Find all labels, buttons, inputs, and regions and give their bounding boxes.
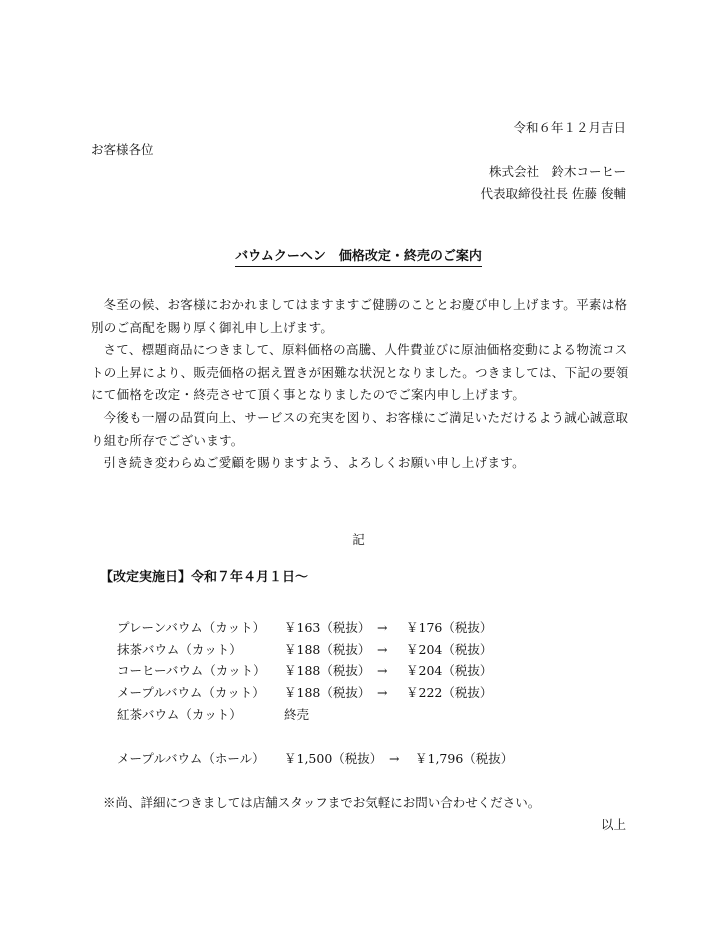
arrow: →	[377, 642, 388, 657]
paragraph: さて、標題商品につきまして、原料価格の高騰、人件費並びに原油価格変動による物流コストの上昇により、販売価格の据え置きが困難な状況となりました。つきましては、下記の要領にて価格を改定・終売させて頂く事となりましたのでご案内申し上げます。	[91, 342, 629, 403]
new-price: ￥1,796（税抜）	[415, 751, 514, 766]
product-name: 抹茶バウム（カット）	[117, 642, 242, 657]
arrow: →	[377, 685, 388, 700]
product-name: コーヒーバウム（カット）	[117, 663, 266, 678]
issue-date: 令和６年１２月吉日	[513, 120, 626, 135]
old-price: ￥188（税抜）	[284, 663, 371, 678]
old-price: ￥163（税抜）	[284, 620, 371, 635]
ki-marker: 記	[352, 532, 365, 547]
old-price: ￥188（税抜）	[284, 642, 371, 657]
body-text	[91, 294, 631, 475]
paragraph: 今後も一層の品質向上、サービスの充実を図り、お客様にご満足いただけるよう誠心誠意取り組む所存でございます。	[91, 409, 629, 448]
paragraph: 冬至の候、お客様におかれましてはますますご健勝のこととお慶び申し上げます。平素は格別のご高配を賜り厚く御礼申し上げます。	[91, 297, 628, 335]
company-name: 株式会社 鈴木コーヒー	[488, 164, 626, 179]
document-title	[0, 250, 717, 263]
arrow: →	[389, 751, 400, 766]
new-price: ￥176（税抜）	[406, 620, 493, 635]
new-price: ￥204（税抜）	[406, 642, 493, 657]
paragraph: 引き続き変わらぬご愛顧を賜りますよう、よろしくお願い申し上げます。	[103, 455, 525, 471]
product-name: メープルバウム（ホール）	[117, 751, 265, 766]
old-price: ￥188（税抜）	[284, 685, 371, 700]
closing-ijou: 以上	[600, 817, 626, 832]
product-name: メープルバウム（カット）	[117, 685, 265, 700]
arrow: →	[377, 663, 388, 678]
document-title-text: バウムクーヘン 価格改定・終売のご案内	[235, 249, 482, 267]
product-name: 紅茶バウム（カット）	[117, 707, 242, 722]
discontinued-label: 終売	[284, 707, 310, 722]
footnote: ※尚、詳細につきましては店舗スタッフまでお気軽にお問い合わせください。	[103, 795, 541, 810]
representative: 代表取締役社長 佐藤 俊輔	[480, 186, 626, 201]
new-price: ￥204（税抜）	[406, 663, 493, 678]
effective-date-heading: 【改定実施日】令和７年４月１日〜	[100, 570, 309, 585]
arrow: →	[377, 620, 388, 635]
product-name: プレーンバウム（カット）	[117, 620, 266, 635]
recipient: お客様各位	[91, 142, 154, 157]
old-price: ￥1,500（税抜）	[284, 751, 383, 766]
new-price: ￥222（税抜）	[406, 685, 493, 700]
